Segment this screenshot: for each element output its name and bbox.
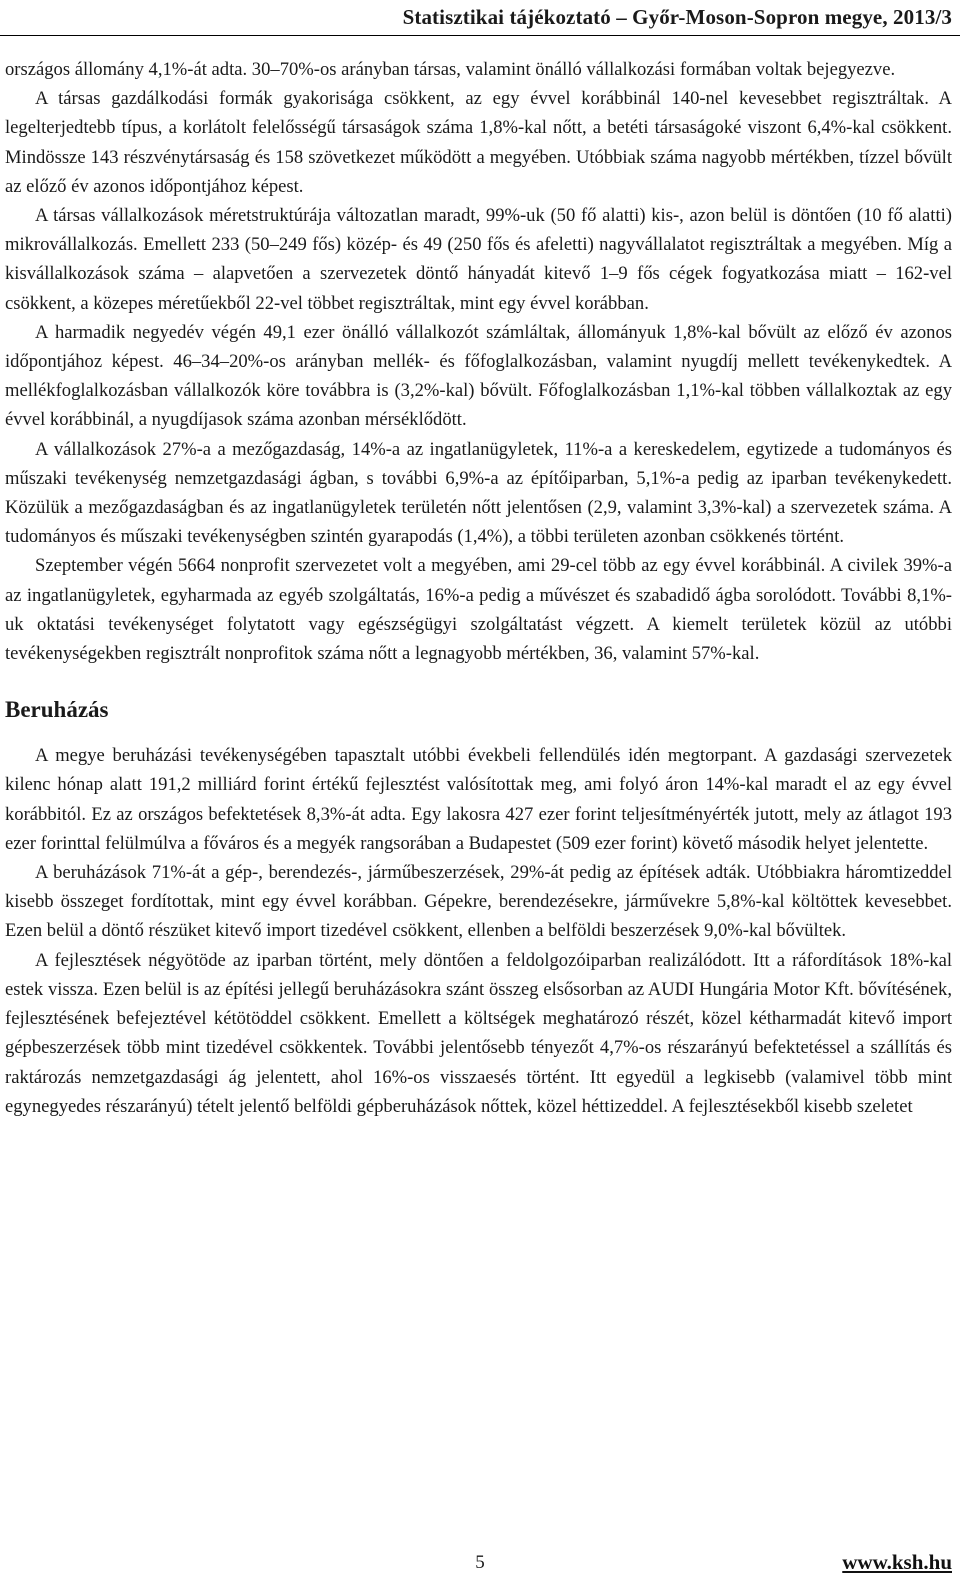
paragraph-size-structure: A társas vállalkozások méretstruktúrája változatlan maradt, 99%-uk (50 fő alatti) kis-, azon belül is döntően (10 fő alatti) mikrovállalkozás. Emellett 233 (50–249 fős) közép- és 49 (250 fős és afeletti) nagyvállalatot regisztráltak a megyében. Míg a kisvállalkozások száma – alapvetően a szervezetek döntő hányadát kitevő 1–9 fős cégek fogyatkozása miatt – 162-vel csökkent, a közepes méretűekből 22-vel többet regisztráltak, mint egy évvel korábban. bbox=[5, 205, 952, 314]
page-header bbox=[0, 0, 960, 40]
ksh-website-link[interactable]: www.ksh.hu bbox=[842, 1550, 952, 1574]
paragraph-nonprofits: Szeptember végén 5664 nonprofit szervezetet volt a megyében, ami 29-cel több az egy évvel korábbinál. A civilek 39%-a az ingatlanügyletek, egyharmada az egyéb szolgáltatás, 16%-a pedig a művészet és szabadidő ágba sorolódott. További 8,1%-uk oktatási tevékenységet folytatott vagy egészségügyi szolgáltatást végzett. A kiemelt területek közül az utóbbi tevékenységekben regisztrált nonprofitok száma nőtt a legnagyobb mértékben, 36, valamint 57%-kal. bbox=[5, 555, 952, 665]
page-number: 5 bbox=[475, 1552, 485, 1573]
paragraph-investment-structure: A beruházások 71%-át a gép-, berendezés-, járműbeszerzések, 29%-át pedig az építések adták. Utóbbiakra háromtizeddel kisebb összeget fordítottak, mint egy évvel korábban. Gépekre, berendezésekre, járművekre 5,8%-kal költöttek kevesebbet. Ezen belül a döntő részüket kitevő import tizedével csökkent, ellenben a belföldi beszerzések 9,0%-kal bővültek. bbox=[5, 862, 952, 942]
page-footer bbox=[0, 1550, 960, 1580]
paragraph-investment-overview: A megye beruházási tevékenységében tapasztalt utóbbi évekbeli fellendülés idén megtorpant. A gazdasági szervezetek kilenc hónap alatt 191,2 milliárd forint értékű fejlesztést valósítottak meg, ami folyó áron 14%-kal maradt el az egy évvel korábbitól. Ez az országos befektetések 8,3%-át adta. Egy lakosra 427 ezer forint teljesítményérték jutott, mely az átlagot 193 ezer forinttal felülmúlva a főváros és a megyék rangsorában a Budapestet (509 ezer forint) követő második helyet jelentette. bbox=[5, 745, 952, 854]
header-rule bbox=[0, 35, 960, 36]
header-title: Statisztikai tájékoztató – Győr-Moson-Sopron megye, 2013/3 bbox=[402, 5, 952, 29]
document-body bbox=[5, 55, 952, 1121]
paragraph-investment-industry: A fejlesztések négyötöde az iparban történt, mely döntően a feldolgozóiparban realizálódott. Itt a ráfordítások 18%-kal estek vissza. Ezen belül is az építési jellegű beruházásokra szánt összeg elsősorban az AUDI Hungária Motor Kft. bővítésének, fejlesztésének befejeztével kétötöddel csökkent. Emellett a költségek meghatározó részét, közel kétharmadát kitevő import gépbeszerzések több mint tizedével csökkentek. További jelentősebb tényezőt 4,7%-os részarányú befektetéssel a szállítás és raktározás nemzetgazdasági ág jelentett, ahol 16%-os visszaesés történt. Itt egyedül a legkisebb (valamivel több mint egynegyedes részarányú) tételt jelentő belföldi gépberuházások nőttek, közel héttizeddel. A fejlesztésekből kisebb szeletet bbox=[5, 949, 952, 1117]
section-heading-investment: Beruházás bbox=[5, 697, 109, 723]
paragraph-continuation: országos állomány 4,1%-át adta. 30–70%-os arányban társas, valamint önálló vállalkozási formában voltak bejegyezve. bbox=[5, 59, 896, 80]
paragraph-sectors: A vállalkozások 27%-a a mezőgazdaság, 14%-a az ingatlanügyletek, 11%-a a kereskedelem, egytizede a tudományos és műszaki tevékenység nemzetgazdasági ágban, s további 6,9%-a az építőiparban, 5,1%-a pedig az iparban tevékenykedett. Közülük a mezőgazdaságban és az ingatlanügyletek területén nőtt jelentősen (2,9, valamint 3,3%-kal) a szervezetek száma. A tudományos és műszaki tevékenységben szintén gyarapodás (1,4%), a többi területen azonban csökkenés történt. bbox=[5, 438, 952, 548]
paragraph-sole-proprietors: A harmadik negyedév végén 49,1 ezer önálló vállalkozót számláltak, állományuk 1,8%-kal bővült az előző év azonos időpontjához képest. 46–34–20%-os arányban mellék- és főfoglalkozásban, valamint nyugdíj mellett tevékenykedtek. A mellékfoglalkozásban vállalkozók köre továbbra is (3,2%-kal) bővült. Főfoglalkozásban 1,1%-kal többen vállalkoztak az egy évvel korábbinál, a nyugdíjasok száma azonban mérséklődött. bbox=[5, 321, 952, 431]
paragraph-company-forms: A társas gazdálkodási formák gyakorisága csökkent, az egy évvel korábbinál 140-nel kevesebbet regisztráltak. A legelterjedtebb típus, a korlátolt felelősségű társaságok száma 1,8%-kal nőtt, a betéti társaságoké viszont 6,4%-kal csökkent. Mindössze 143 részvénytársaság és 158 szövetkezet működött a megyében. Utóbbiak száma nagyobb mértékben, tízzel bővült az előző év azonos időpontjához képest. bbox=[5, 88, 952, 197]
